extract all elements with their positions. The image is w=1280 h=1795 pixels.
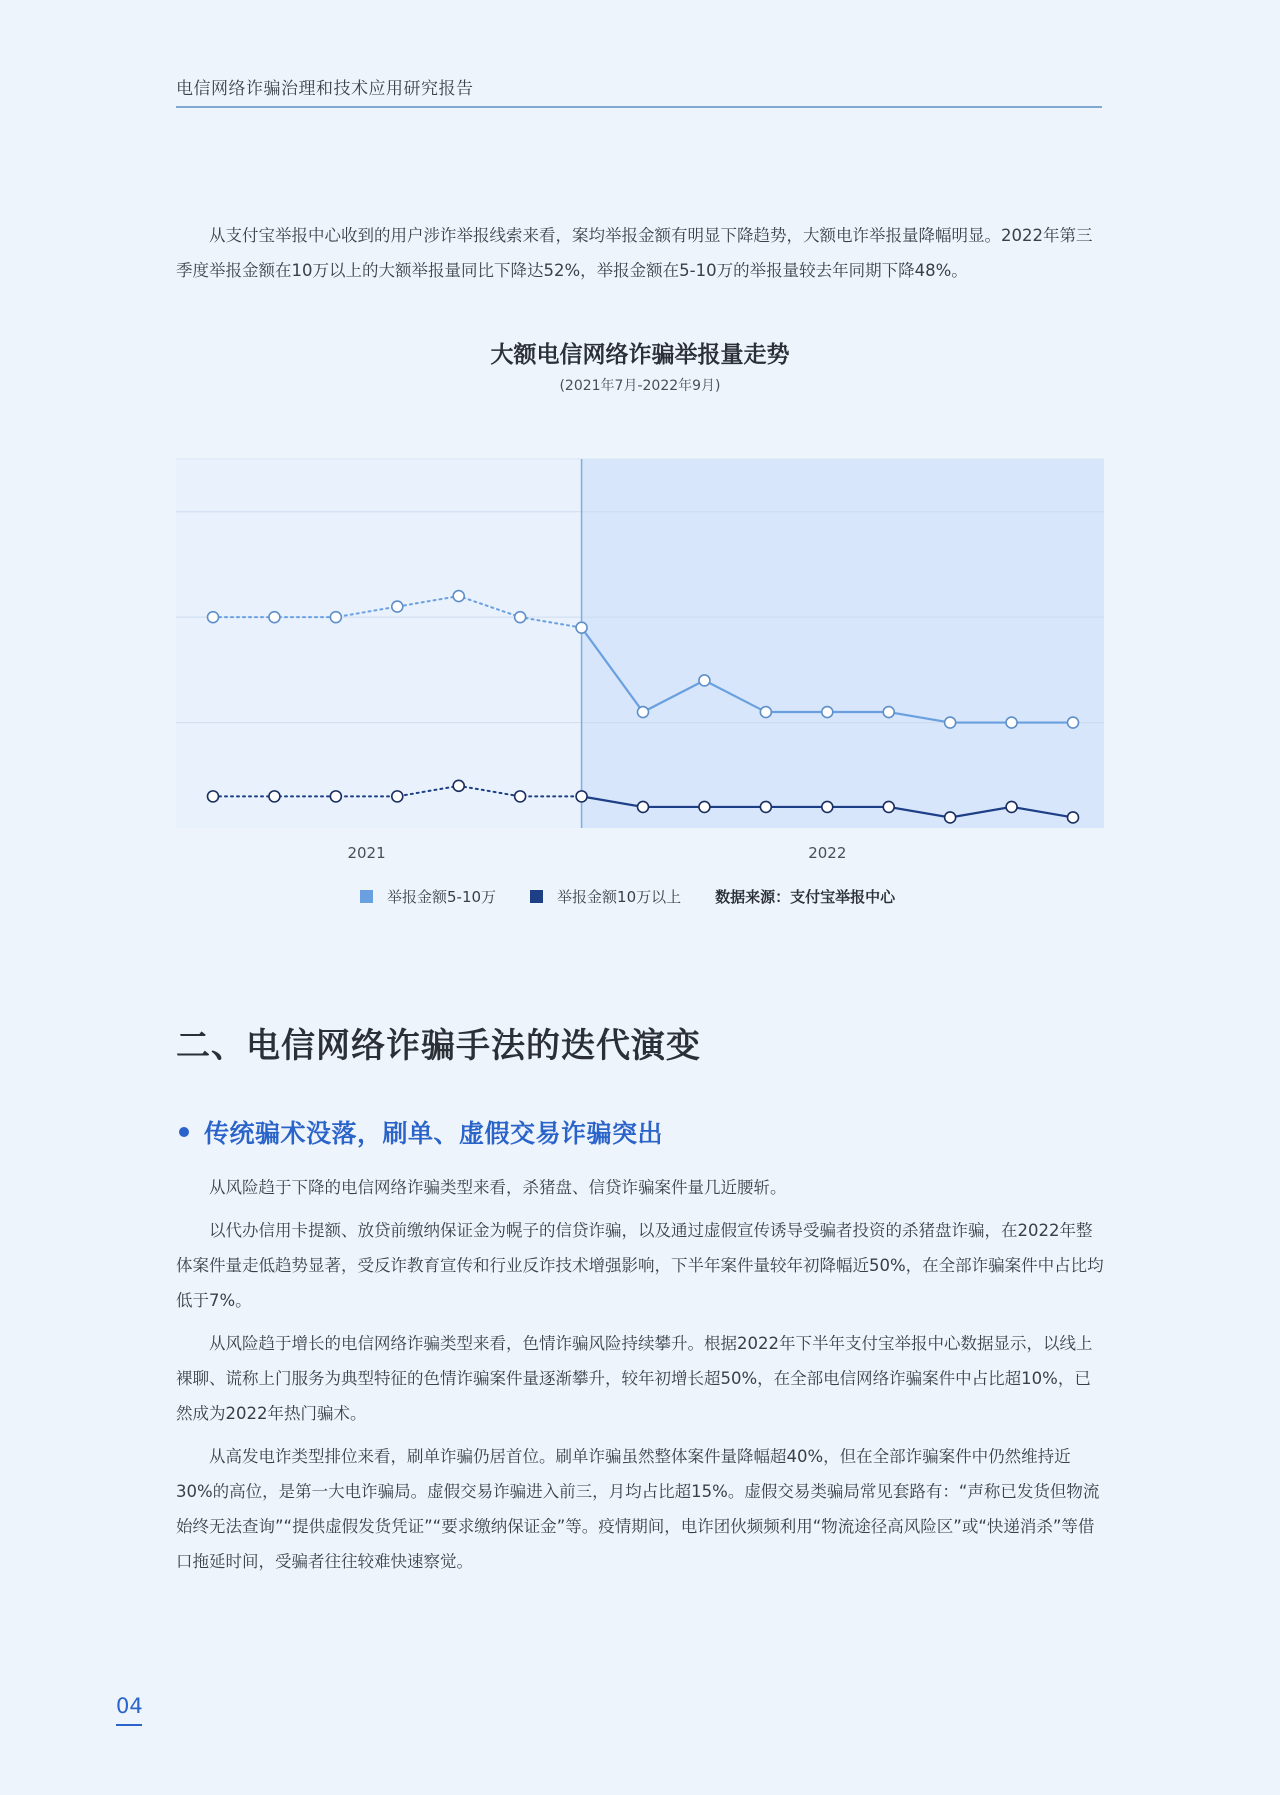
legend-item-series2: [530, 886, 681, 907]
data-point-s1: [699, 675, 710, 686]
data-point-s1: [638, 707, 649, 718]
page-number-underline: [116, 1724, 142, 1726]
section-body: [176, 1170, 1104, 1587]
data-point-s2: [515, 791, 526, 802]
data-point-s2: [269, 791, 280, 802]
data-point-s2: [638, 801, 649, 812]
body-paragraph: 从风险趋于增长的电信网络诈骗类型来看，色情诈骗风险持续攀升。根据2022年下半年支付宝举报中心数据显示，以线上裸聊、谎称上门服务为典型特征的色情诈骗案件量逐渐攀升，较年初增长超50%，在全部电信网络诈骗案件中占比超10%，已然成为2022年热门骗术。: [176, 1334, 1093, 1423]
data-point-s1: [515, 612, 526, 623]
data-point-s2: [699, 801, 710, 812]
data-point-s2: [208, 791, 219, 802]
data-point-s1: [760, 707, 771, 718]
data-point-s2: [883, 801, 894, 812]
data-point-s2: [822, 801, 833, 812]
section-subheading: 传统骗术没落，刷单、虚假交易诈骗突出: [204, 1119, 664, 1148]
body-paragraph: 从高发电诈类型排位来看，刷单诈骗仍居首位。刷单诈骗虽然整体案件量降幅超40%，但在全部诈骗案件中仍然维持近30%的高位，是第一大电诈骗局。虚假交易诈骗进入前三，月均占比超15%。虚假交易类骗局常见套路有：“声称已发货但物流始终无法查询”“提供虚假发货凭证”“要求缴纳保证金”等。疫情期间，电诈团伙频频利用“物流途径高风险区”或“快递消杀”等借口拖延时间，受骗者往往较难快速察觉。: [176, 1447, 1100, 1571]
shaded-region-2022: [582, 459, 1104, 828]
data-point-s1: [269, 612, 280, 623]
data-point-s2: [330, 791, 341, 802]
intro-paragraph: 从支付宝举报中心收到的用户涉诈举报线索来看，案均举报金额有明显下降趋势，大额电诈举报量降幅明显。2022年第三季度举报金额在10万以上的大额举报量同比下降达52%，举报金额在5-10万的举报量较去年同期下降48%。: [176, 226, 1093, 280]
data-point-s2: [1006, 801, 1017, 812]
body-paragraph: 以代办信用卡提额、放贷前缴纳保证金为幌子的信贷诈骗，以及通过虚假宣传诱导受骗者投资的杀猪盘诈骗，在2022年整体案件量走低趋势显著，受反诈教育宣传和行业反诈技术增强影响，下半年案件量较年初降幅近50%，在全部诈骗案件中占比均低于7%。: [176, 1221, 1104, 1310]
legend-label-series1: 举报金额5-10万: [387, 888, 497, 906]
data-point-s2: [392, 791, 403, 802]
data-point-s1: [883, 707, 894, 718]
legend-swatch-series1: [360, 890, 373, 903]
body-paragraph: 从风险趋于下降的电信网络诈骗类型来看，杀猪盘、信贷诈骗案件量几近腰斩。: [209, 1178, 787, 1197]
legend-swatch-series2: [530, 890, 543, 903]
data-point-s1: [1068, 717, 1079, 728]
chart-title: 大额电信网络诈骗举报量走势: [490, 342, 790, 368]
data-point-s1: [576, 622, 587, 633]
data-point-s1: [822, 707, 833, 718]
data-point-s1: [208, 612, 219, 623]
data-point-s2: [945, 812, 956, 823]
data-point-s2: [1068, 812, 1079, 823]
chart-legend: [360, 886, 929, 907]
data-point-s2: [576, 791, 587, 802]
chart-subtitle: (2021年7月-2022年9月): [559, 378, 721, 394]
bullet-dot-icon: [179, 1127, 189, 1137]
chart-data-source: 数据来源：支付宝举报中心: [715, 888, 896, 906]
page-number: 04: [116, 1694, 143, 1718]
data-point-s1: [330, 612, 341, 623]
data-point-s1: [1006, 717, 1017, 728]
x-tick-label: 2022: [808, 844, 847, 862]
section-heading: 二、电信网络诈骗手法的迭代演变: [176, 1026, 701, 1066]
legend-item-series1: [360, 886, 496, 907]
data-point-s2: [760, 801, 771, 812]
data-point-s2: [453, 780, 464, 791]
data-point-s1: [945, 717, 956, 728]
data-point-s1: [453, 591, 464, 602]
x-tick-label: 2021: [347, 844, 386, 862]
data-point-s1: [392, 601, 403, 612]
legend-label-series2: 举报金额10万以上: [557, 888, 682, 906]
report-header-title: 电信网络诈骗治理和技术应用研究报告: [176, 79, 474, 99]
